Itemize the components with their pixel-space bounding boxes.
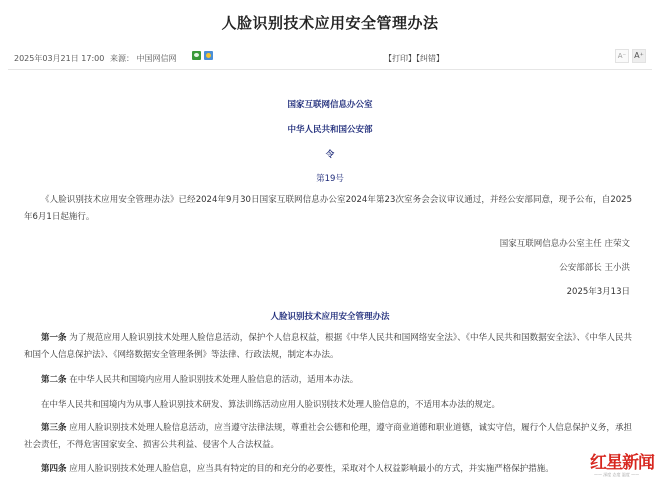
watermark-brand: 红星新闻 <box>590 453 654 473</box>
article-label: 第三条 <box>41 423 67 433</box>
wechat-icon[interactable] <box>192 51 201 60</box>
watermark-tagline: —— 深度 态度 温度 —— <box>594 472 640 477</box>
font-smaller-button[interactable]: A⁻ <box>615 49 629 63</box>
signer-cac: 国家互联网信息办公室主任 庄荣文 <box>499 239 630 249</box>
article-text: 在中华人民共和国境内应用人脸识别技术处理人脸信息的活动，适用本办法。 <box>66 375 359 385</box>
font-size-controls <box>615 49 646 63</box>
source-label: 来源： <box>110 54 134 63</box>
print-link[interactable]: 【打印】 <box>384 54 416 63</box>
article-label: 第一条 <box>41 333 67 343</box>
page-title: 人脸识别技术应用安全管理办法 <box>221 14 439 32</box>
article-text: 在中华人民共和国境内为从事人脸识别技术研发、算法训练活动应用人脸识别技术处理人脸信息的，不适用本办法的规定。 <box>41 400 501 410</box>
article-text: 应用人脸识别技术处理人脸信息，应当具有特定的目的和充分的必要性，采取对个人权益影响最小的方式，并实施严格保护措施。 <box>66 464 554 474</box>
publish-date: 2025年03月21日 17:00 <box>14 54 105 63</box>
article-3 <box>24 420 632 453</box>
article-actions <box>384 53 444 64</box>
article-meta-bar <box>12 48 648 68</box>
decree-preamble: 《人脸识别技术应用安全管理办法》已经2024年9月30日国家互联网信息办公室2024年第23次室务会会议审议通过，并经公安部同意，现予公布，自2025年6月1日起施行。 <box>24 195 632 222</box>
regulation-title: 人脸识别技术应用安全管理办法 <box>270 312 390 322</box>
correct-link[interactable]: 【纠错】 <box>416 54 444 63</box>
decree-number: 第19号 <box>316 174 344 184</box>
issuer-cac: 国家互联网信息办公室 <box>287 100 373 110</box>
hongxing-news-watermark <box>590 448 658 480</box>
decree-order: 令 <box>325 150 335 160</box>
share-icons <box>192 51 213 60</box>
header-divider <box>8 69 652 70</box>
sign-date: 2025年3月13日 <box>566 287 630 297</box>
article-label: 第四条 <box>41 464 67 474</box>
signer-mps: 公安部部长 王小洪 <box>559 263 630 273</box>
article-1 <box>24 330 632 363</box>
source-name: 中国网信网 <box>136 54 177 63</box>
article-text: 为了规范应用人脸识别技术处理人脸信息活动，保护个人信息权益，根据《中华人民共和国网络安全法》、《中华人民共和国数据安全法》、《中华人民共和国个人信息保护法》、《网络数据安全管理条例》等法律、行政法规，制定本办法。 <box>24 333 632 360</box>
font-larger-button[interactable]: A⁺ <box>632 49 646 63</box>
article-text: 应用人脸识别技术处理人脸信息活动，应当遵守法律法规，尊重社会公德和伦理，遵守商业道德和职业道德，诚实守信，履行个人信息保护义务，承担社会责任，不得危害国家安全、损害公共利益、侵害个人合法权益。 <box>24 423 632 450</box>
article-4 <box>24 461 632 478</box>
weibo-icon[interactable] <box>204 51 213 60</box>
article-label: 第二条 <box>41 375 67 385</box>
article-2-clause <box>24 397 632 414</box>
article-2 <box>24 372 632 389</box>
issuer-mps: 中华人民共和国公安部 <box>287 125 373 135</box>
article-source <box>110 53 177 64</box>
